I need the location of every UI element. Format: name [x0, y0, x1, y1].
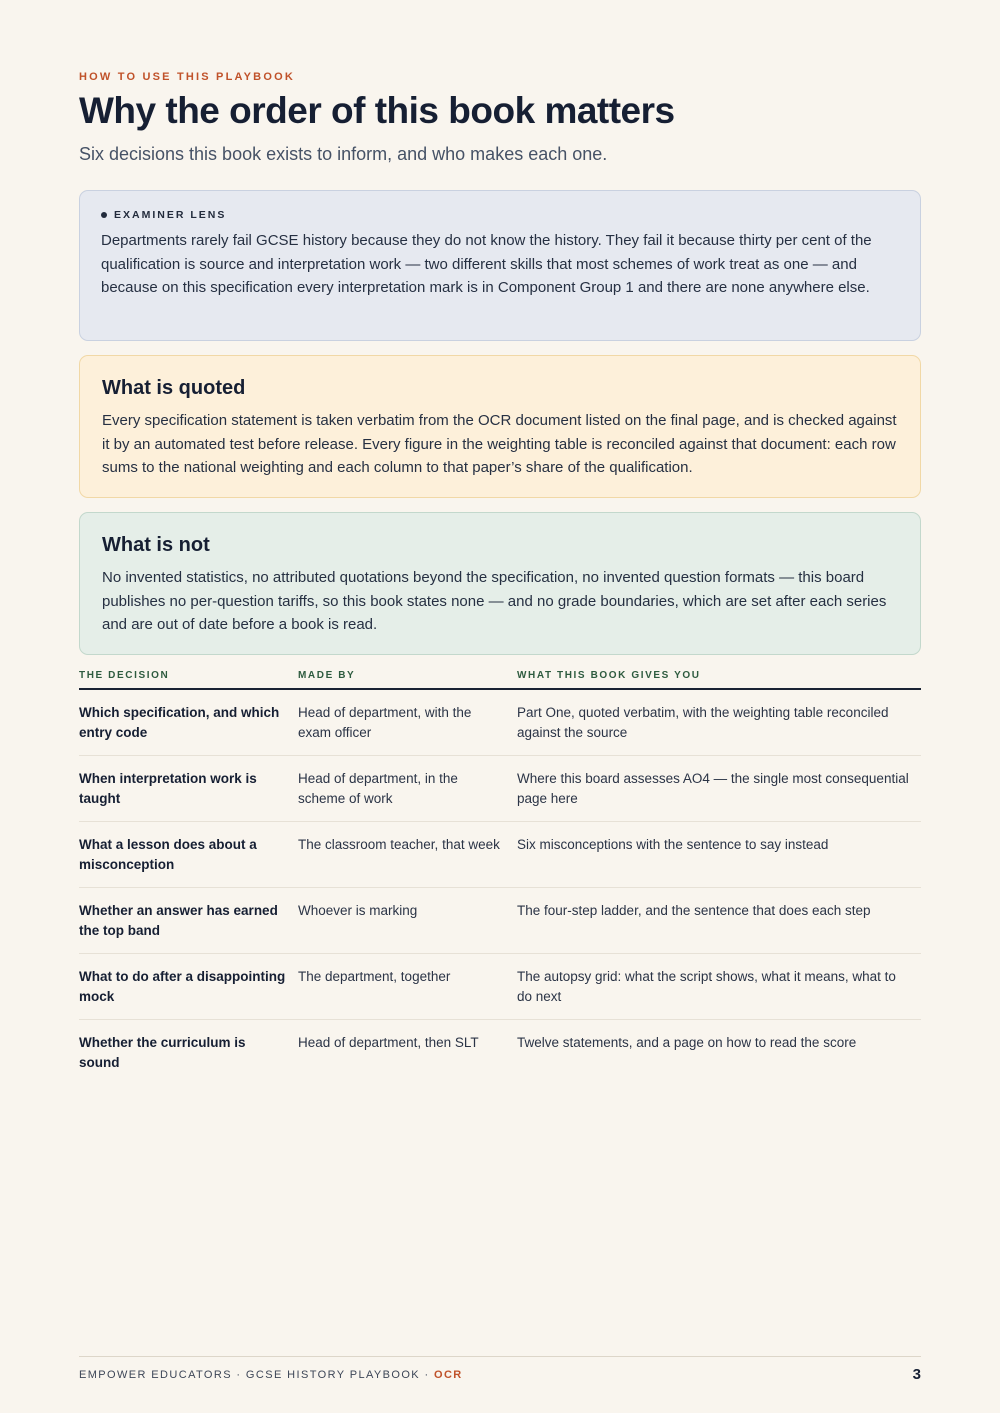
what-is-not-text: No invented statistics, no attributed quotations beyond the specification, no invented question formats — this board publishes no per-question tariffs, so this book states none — and no grade boundaries, which are set after each series and are out of date before a book is read.	[102, 569, 887, 633]
what-is-not-box	[79, 512, 921, 655]
examiner-lens-label	[101, 209, 899, 221]
footer-running-title	[79, 1369, 463, 1381]
made-by-cell: Head of department, in the scheme of work	[298, 771, 458, 806]
gives-cell: Part One, quoted verbatim, with the weighting table reconciled against the source	[517, 705, 889, 740]
page-number: 3	[912, 1366, 921, 1383]
decision-cell: When interpretation work is taught	[79, 771, 257, 806]
decision-cell: Whether the curriculum is sound	[79, 1035, 246, 1070]
section-kicker: HOW TO USE THIS PLAYBOOK	[79, 71, 295, 83]
gives-cell: Twelve statements, and a page on how to read the score	[517, 1035, 857, 1050]
decision-cell: Which specification, and which entry code	[79, 705, 280, 740]
header-made-by: MADE BY	[298, 670, 356, 681]
made-by-cell: Head of department, with the exam officer	[298, 705, 472, 740]
decision-cell: What to do after a disappointing mock	[79, 969, 286, 1004]
examiner-lens-text: Departments rarely fail GCSE history because they do not know the history. They fail it because thirty per cent of the qualification is source and interpretation work — two different skills that most schemes of work treat as one — and because on this specification every interpretation mark is in Component Group 1 and there are none anywhere else.	[101, 232, 872, 296]
what-is-quoted-title: What is quoted	[102, 377, 246, 399]
gives-cell: Six misconceptions with the sentence to say instead	[517, 837, 829, 852]
decision-cell: Whether an answer has earned the top band	[79, 903, 278, 938]
gives-cell: The autopsy grid: what the script shows, what it means, what to do next	[517, 969, 896, 1004]
what-is-quoted-box	[79, 355, 921, 498]
page-footer	[79, 1356, 921, 1383]
made-by-cell: The classroom teacher, that week	[298, 837, 500, 852]
what-is-not-title: What is not	[102, 534, 210, 556]
decisions-table	[79, 668, 921, 1085]
what-is-quoted-text: Every specification statement is taken verbatim from the OCR document listed on the final page, and is checked against it by an automated test before release. Every figure in the weighting table is reconciled against that document: each row sums to the national weighting and each column to that paper’s share of the qualification.	[102, 412, 897, 476]
header-decision: THE DECISION	[79, 670, 170, 681]
table-row	[79, 756, 921, 822]
footer-title-text: EMPOWER EDUCATORS · GCSE HISTORY PLAYBOOK ·	[79, 1368, 434, 1381]
made-by-cell: Whoever is marking	[298, 903, 418, 918]
page-subtitle: Six decisions this book exists to inform, and who makes each one.	[79, 144, 608, 164]
table-row	[79, 888, 921, 954]
table-row	[79, 822, 921, 888]
table-row	[79, 954, 921, 1020]
examiner-lens-label-text: EXAMINER LENS	[114, 209, 227, 221]
gives-cell: The four-step ladder, and the sentence that does each step	[517, 903, 871, 918]
table-row	[79, 1020, 921, 1085]
gives-cell: Where this board assesses AO4 — the single most consequential page here	[517, 771, 909, 806]
header-what-book-gives: WHAT THIS BOOK GIVES YOU	[517, 670, 701, 681]
bullet-dot-icon	[101, 212, 107, 218]
footer-board-name: OCR	[434, 1368, 463, 1381]
table-row	[79, 690, 921, 756]
examiner-lens-box	[79, 190, 921, 341]
decision-cell: What a lesson does about a misconception	[79, 837, 257, 872]
made-by-cell: The department, together	[298, 969, 451, 984]
table-header	[79, 668, 921, 690]
made-by-cell: Head of department, then SLT	[298, 1035, 479, 1050]
page-title: Why the order of this book matters	[79, 90, 675, 131]
